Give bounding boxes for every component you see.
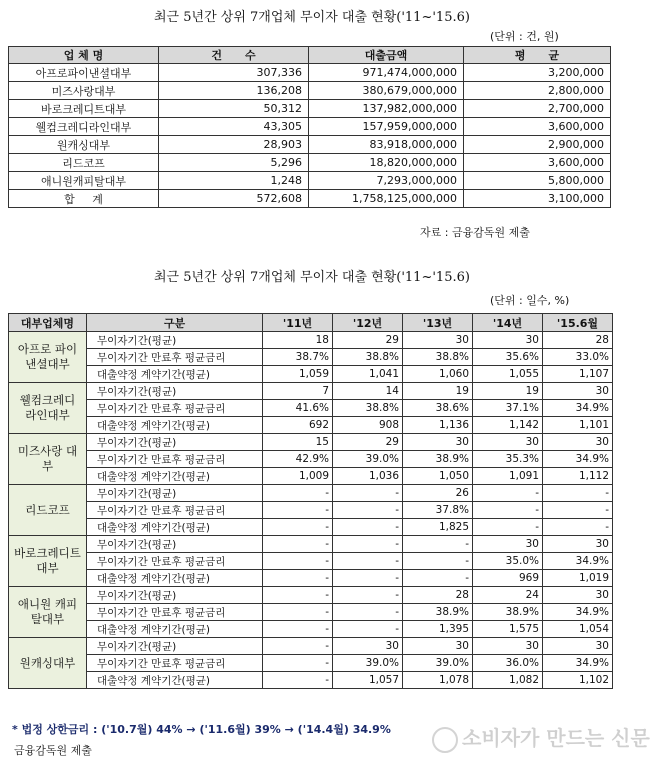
metric-value: - — [263, 570, 333, 587]
metric-value: 42.9% — [263, 451, 333, 468]
metric-label: 무이자기간 만료후 평균금리 — [87, 451, 263, 468]
summary-table — [8, 46, 611, 208]
metric-value: 1,055 — [473, 366, 543, 383]
metric-value: - — [333, 553, 403, 570]
lender-name: 웰컴크레디 라인대부 — [9, 383, 87, 434]
metric-value: 38.9% — [473, 604, 543, 621]
header-category: 구분 — [87, 314, 263, 332]
metric-value: 35.6% — [473, 349, 543, 366]
metric-value: - — [403, 536, 473, 553]
summary-row — [9, 136, 611, 154]
loan-amount: 83,918,000,000 — [309, 136, 464, 154]
metric-value: 39.0% — [333, 451, 403, 468]
table2-source: 금융감독원 제출 — [14, 744, 92, 757]
table2-unit: (단위 : 일수, %) — [490, 294, 570, 307]
loan-count: 5,296 — [159, 154, 309, 172]
metric-value: 14 — [333, 383, 403, 400]
metric-value: 19 — [403, 383, 473, 400]
loan-amount: 137,982,000,000 — [309, 100, 464, 118]
detail-row — [9, 672, 613, 689]
metric-label: 대출약정 계약기간(평균) — [87, 468, 263, 485]
metric-value: - — [333, 621, 403, 638]
metric-value: 692 — [263, 417, 333, 434]
metric-value: 1,009 — [263, 468, 333, 485]
header-2012: '12년 — [333, 314, 403, 332]
metric-value: 1,059 — [263, 366, 333, 383]
detail-row — [9, 485, 613, 502]
metric-value: - — [263, 519, 333, 536]
header-2013: '13년 — [403, 314, 473, 332]
metric-label: 무이자기간 만료후 평균금리 — [87, 502, 263, 519]
detail-row — [9, 536, 613, 553]
metric-value: 969 — [473, 570, 543, 587]
metric-value: 1,101 — [543, 417, 613, 434]
loan-average: 2,800,000 — [464, 82, 611, 100]
metric-label: 대출약정 계약기간(평균) — [87, 570, 263, 587]
metric-label: 무이자기간(평균) — [87, 536, 263, 553]
header-2015-6: '15.6월 — [543, 314, 613, 332]
header-average: 평 균 — [464, 47, 611, 64]
metric-value: 30 — [543, 434, 613, 451]
lender-name: 미즈사랑 대부 — [9, 434, 87, 485]
summary-header-row — [9, 47, 611, 64]
metric-value: - — [403, 570, 473, 587]
header-lender: 대부업체명 — [9, 314, 87, 332]
metric-value: 39.0% — [333, 655, 403, 672]
metric-label: 무이자기간(평균) — [87, 638, 263, 655]
detail-row — [9, 434, 613, 451]
detail-row — [9, 502, 613, 519]
loan-amount: 7,293,000,000 — [309, 172, 464, 190]
metric-value: - — [263, 536, 333, 553]
metric-value: 28 — [543, 332, 613, 349]
metric-value: - — [263, 587, 333, 604]
loan-amount: 18,820,000,000 — [309, 154, 464, 172]
metric-value: - — [543, 519, 613, 536]
metric-value: 1,142 — [473, 417, 543, 434]
detail-row — [9, 553, 613, 570]
metric-label: 무이자기간(평균) — [87, 383, 263, 400]
detail-header-row — [9, 314, 613, 332]
loan-amount: 971,474,000,000 — [309, 64, 464, 82]
loan-average: 3,600,000 — [464, 154, 611, 172]
metric-value: 30 — [403, 332, 473, 349]
summary-row — [9, 100, 611, 118]
metric-value: 36.0% — [473, 655, 543, 672]
metric-value: 38.6% — [403, 400, 473, 417]
metric-value: - — [333, 570, 403, 587]
metric-value: 7 — [263, 383, 333, 400]
metric-value: - — [543, 502, 613, 519]
loan-count: 28,903 — [159, 136, 309, 154]
metric-value: - — [473, 519, 543, 536]
metric-value: 1,136 — [403, 417, 473, 434]
metric-value: 35.0% — [473, 553, 543, 570]
metric-value: 1,060 — [403, 366, 473, 383]
detail-row — [9, 587, 613, 604]
metric-value: 30 — [473, 638, 543, 655]
metric-label: 무이자기간(평균) — [87, 332, 263, 349]
table1-unit: (단위 : 건, 원) — [490, 30, 559, 43]
metric-value: 30 — [333, 638, 403, 655]
metric-value: - — [263, 655, 333, 672]
metric-value: - — [403, 553, 473, 570]
total-amount: 1,758,125,000,000 — [309, 190, 464, 208]
metric-value: 19 — [473, 383, 543, 400]
metric-value: - — [263, 672, 333, 689]
header-count: 건 수 — [159, 47, 309, 64]
metric-value: 34.9% — [543, 604, 613, 621]
metric-label: 무이자기간(평균) — [87, 434, 263, 451]
metric-value: - — [333, 604, 403, 621]
metric-value: 38.9% — [403, 604, 473, 621]
metric-value: - — [333, 519, 403, 536]
summary-total-row — [9, 190, 611, 208]
detail-row — [9, 451, 613, 468]
metric-value: - — [263, 502, 333, 519]
metric-value: 38.8% — [333, 349, 403, 366]
metric-value: - — [333, 587, 403, 604]
header-company: 업 체 명 — [9, 47, 159, 64]
metric-value: 1,057 — [333, 672, 403, 689]
metric-value: 30 — [543, 638, 613, 655]
metric-label: 대출약정 계약기간(평균) — [87, 672, 263, 689]
detail-row — [9, 332, 613, 349]
metric-value: 1,036 — [333, 468, 403, 485]
loan-count: 43,305 — [159, 118, 309, 136]
metric-value: - — [543, 485, 613, 502]
company-name: 애니원캐피탈대부 — [9, 172, 159, 190]
metric-value: 1,091 — [473, 468, 543, 485]
metric-value: 908 — [333, 417, 403, 434]
metric-value: 30 — [403, 638, 473, 655]
metric-value: 33.0% — [543, 349, 613, 366]
loan-average: 2,900,000 — [464, 136, 611, 154]
metric-label: 대출약정 계약기간(평균) — [87, 519, 263, 536]
detail-row — [9, 417, 613, 434]
metric-label: 대출약정 계약기간(평균) — [87, 417, 263, 434]
metric-value: 38.9% — [403, 451, 473, 468]
header-2011: '11년 — [263, 314, 333, 332]
metric-value: 1,041 — [333, 366, 403, 383]
loan-amount: 157,959,000,000 — [309, 118, 464, 136]
metric-value: 18 — [263, 332, 333, 349]
loan-average: 5,800,000 — [464, 172, 611, 190]
watermark-logo-icon — [432, 727, 458, 753]
metric-value: 1,082 — [473, 672, 543, 689]
metric-label: 무이자기간 만료후 평균금리 — [87, 553, 263, 570]
metric-label: 무이자기간 만료후 평균금리 — [87, 400, 263, 417]
metric-value: 30 — [543, 383, 613, 400]
detail-row — [9, 519, 613, 536]
metric-value: 34.9% — [543, 451, 613, 468]
detail-row — [9, 655, 613, 672]
company-name: 원캐싱대부 — [9, 136, 159, 154]
legal-rate-footnote: * 법정 상한금리 : ('10.7월) 44% → ('11.6월) 39% → ('14.4월) 34.9% — [12, 723, 391, 736]
metric-value: - — [333, 502, 403, 519]
metric-value: 1,078 — [403, 672, 473, 689]
lender-name: 리드코프 — [9, 485, 87, 536]
metric-value: 37.1% — [473, 400, 543, 417]
company-name: 리드코프 — [9, 154, 159, 172]
metric-value: 1,102 — [543, 672, 613, 689]
summary-row — [9, 154, 611, 172]
metric-value: 1,112 — [543, 468, 613, 485]
metric-value: 28 — [403, 587, 473, 604]
header-2014: '14년 — [473, 314, 543, 332]
summary-row — [9, 64, 611, 82]
company-name: 웰컴크레디라인대부 — [9, 118, 159, 136]
metric-value: - — [333, 485, 403, 502]
detail-row — [9, 468, 613, 485]
metric-value: - — [263, 621, 333, 638]
watermark-text: 소비자가 만드는 신문 — [462, 726, 650, 750]
metric-value: 30 — [473, 332, 543, 349]
metric-value: 29 — [333, 332, 403, 349]
summary-row — [9, 172, 611, 190]
detail-row — [9, 638, 613, 655]
metric-value: 30 — [543, 587, 613, 604]
detail-row — [9, 400, 613, 417]
metric-value: 1,395 — [403, 621, 473, 638]
detail-row — [9, 349, 613, 366]
metric-value: 30 — [473, 536, 543, 553]
metric-value: 24 — [473, 587, 543, 604]
metric-value: - — [263, 485, 333, 502]
total-average: 3,100,000 — [464, 190, 611, 208]
loan-average: 3,200,000 — [464, 64, 611, 82]
metric-label: 무이자기간 만료후 평균금리 — [87, 655, 263, 672]
metric-value: 38.7% — [263, 349, 333, 366]
detail-row — [9, 621, 613, 638]
loan-count: 136,208 — [159, 82, 309, 100]
metric-value: 38.8% — [333, 400, 403, 417]
metric-label: 무이자기간 만료후 평균금리 — [87, 604, 263, 621]
metric-value: - — [263, 638, 333, 655]
metric-value: 26 — [403, 485, 473, 502]
loan-count: 50,312 — [159, 100, 309, 118]
metric-value: 37.8% — [403, 502, 473, 519]
lender-name: 애니원 캐피탈대부 — [9, 587, 87, 638]
header-amount: 대출금액 — [309, 47, 464, 64]
metric-value: 1,019 — [543, 570, 613, 587]
metric-value: 1,050 — [403, 468, 473, 485]
metric-value: 30 — [543, 536, 613, 553]
loan-count: 1,248 — [159, 172, 309, 190]
detail-table — [8, 313, 613, 689]
metric-value: 15 — [263, 434, 333, 451]
loan-average: 2,700,000 — [464, 100, 611, 118]
metric-value: - — [473, 485, 543, 502]
company-name: 아프로파이낸셜대부 — [9, 64, 159, 82]
metric-value: 1,575 — [473, 621, 543, 638]
metric-value: 1,107 — [543, 366, 613, 383]
loan-amount: 380,679,000,000 — [309, 82, 464, 100]
detail-row — [9, 570, 613, 587]
metric-value: 30 — [403, 434, 473, 451]
company-name: 미즈사랑대부 — [9, 82, 159, 100]
detail-row — [9, 366, 613, 383]
summary-row — [9, 82, 611, 100]
metric-value: 41.6% — [263, 400, 333, 417]
metric-value: 38.8% — [403, 349, 473, 366]
metric-value: 1,825 — [403, 519, 473, 536]
metric-value: 34.9% — [543, 655, 613, 672]
detail-row — [9, 383, 613, 400]
metric-value: - — [473, 502, 543, 519]
lender-name: 아프로 파이낸셜대부 — [9, 332, 87, 383]
loan-count: 307,336 — [159, 64, 309, 82]
summary-row — [9, 118, 611, 136]
metric-value: 29 — [333, 434, 403, 451]
lender-name: 바로크레디트 대부 — [9, 536, 87, 587]
metric-value: - — [263, 553, 333, 570]
metric-value: 35.3% — [473, 451, 543, 468]
table2-title: 최근 5년간 상위 7개업체 무이자 대출 현황('11~'15.6) — [154, 270, 470, 285]
metric-value: - — [263, 604, 333, 621]
total-label: 합 계 — [9, 190, 159, 208]
metric-value: 34.9% — [543, 553, 613, 570]
metric-value: - — [333, 536, 403, 553]
loan-average: 3,600,000 — [464, 118, 611, 136]
metric-value: 34.9% — [543, 400, 613, 417]
table1-title: 최근 5년간 상위 7개업체 무이자 대출 현황('11~'15.6) — [154, 10, 470, 25]
metric-label: 무이자기간(평균) — [87, 485, 263, 502]
metric-label: 대출약정 계약기간(평균) — [87, 621, 263, 638]
metric-label: 대출약정 계약기간(평균) — [87, 366, 263, 383]
table1-source: 자료 : 금융감독원 제출 — [420, 226, 530, 239]
metric-value: 1,054 — [543, 621, 613, 638]
detail-row — [9, 604, 613, 621]
total-count: 572,608 — [159, 190, 309, 208]
watermark — [432, 722, 650, 753]
company-name: 바로크레디트대부 — [9, 100, 159, 118]
metric-value: 30 — [473, 434, 543, 451]
metric-label: 무이자기간(평균) — [87, 587, 263, 604]
metric-value: 39.0% — [403, 655, 473, 672]
metric-label: 무이자기간 만료후 평균금리 — [87, 349, 263, 366]
lender-name: 원캐싱대부 — [9, 638, 87, 689]
